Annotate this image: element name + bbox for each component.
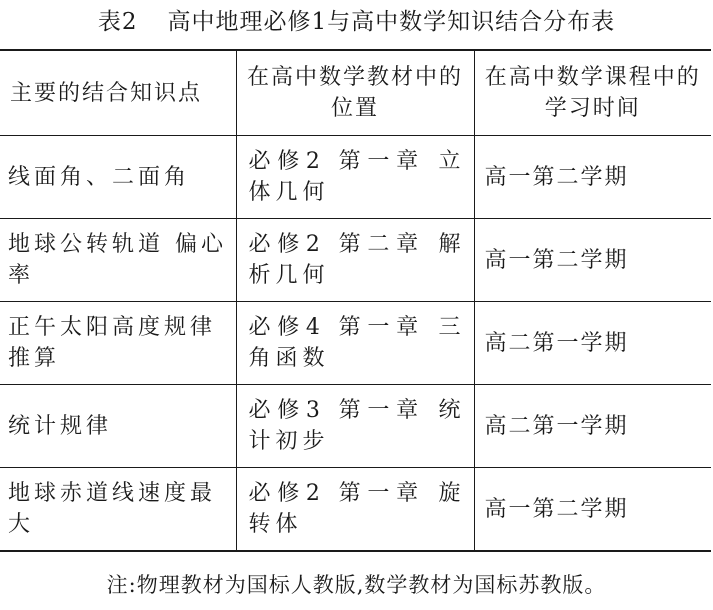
cell-study-time: 高二第一学期 xyxy=(474,385,711,468)
cell-knowledge-point: 地球公转轨道 偏心率 xyxy=(0,219,236,302)
table-title: 高中地理必修1与高中数学知识结合分布表 xyxy=(167,9,616,35)
cell-knowledge-point: 地球赤道线速度最大 xyxy=(0,468,236,552)
table-caption xyxy=(0,6,713,38)
cell-study-time: 高二第一学期 xyxy=(474,302,711,385)
header-textbook-position: 在高中数学教材中的位置 xyxy=(236,50,474,136)
cell-textbook-position: 必修3 第一章 统计初步 xyxy=(236,385,474,468)
table-row xyxy=(0,136,711,219)
knowledge-distribution-table xyxy=(0,49,711,552)
cell-textbook-position: 必修2 第一章 立体几何 xyxy=(236,136,474,219)
table-number: 表2 xyxy=(97,9,138,35)
header-study-time: 在高中数学课程中的学习时间 xyxy=(474,50,711,136)
cell-textbook-position: 必修4 第一章 三角函数 xyxy=(236,302,474,385)
cell-knowledge-point: 统计规律 xyxy=(0,385,236,468)
table-row xyxy=(0,302,711,385)
cell-knowledge-point: 线面角、二面角 xyxy=(0,136,236,219)
cell-study-time: 高一第二学期 xyxy=(474,136,711,219)
table-row xyxy=(0,219,711,302)
cell-study-time: 高一第二学期 xyxy=(474,219,711,302)
cell-knowledge-point: 正午太阳高度规律推算 xyxy=(0,302,236,385)
table-row xyxy=(0,385,711,468)
cell-textbook-position: 必修2 第一章 旋转体 xyxy=(236,468,474,552)
cell-textbook-position: 必修2 第二章 解析几何 xyxy=(236,219,474,302)
table-note: 注:物理教材为国标人教版,数学教材为国标苏教版。 xyxy=(106,573,607,597)
cell-study-time: 高一第二学期 xyxy=(474,468,711,552)
header-knowledge-point: 主要的结合知识点 xyxy=(0,50,236,136)
table-row xyxy=(0,468,711,552)
header-row xyxy=(0,50,711,136)
